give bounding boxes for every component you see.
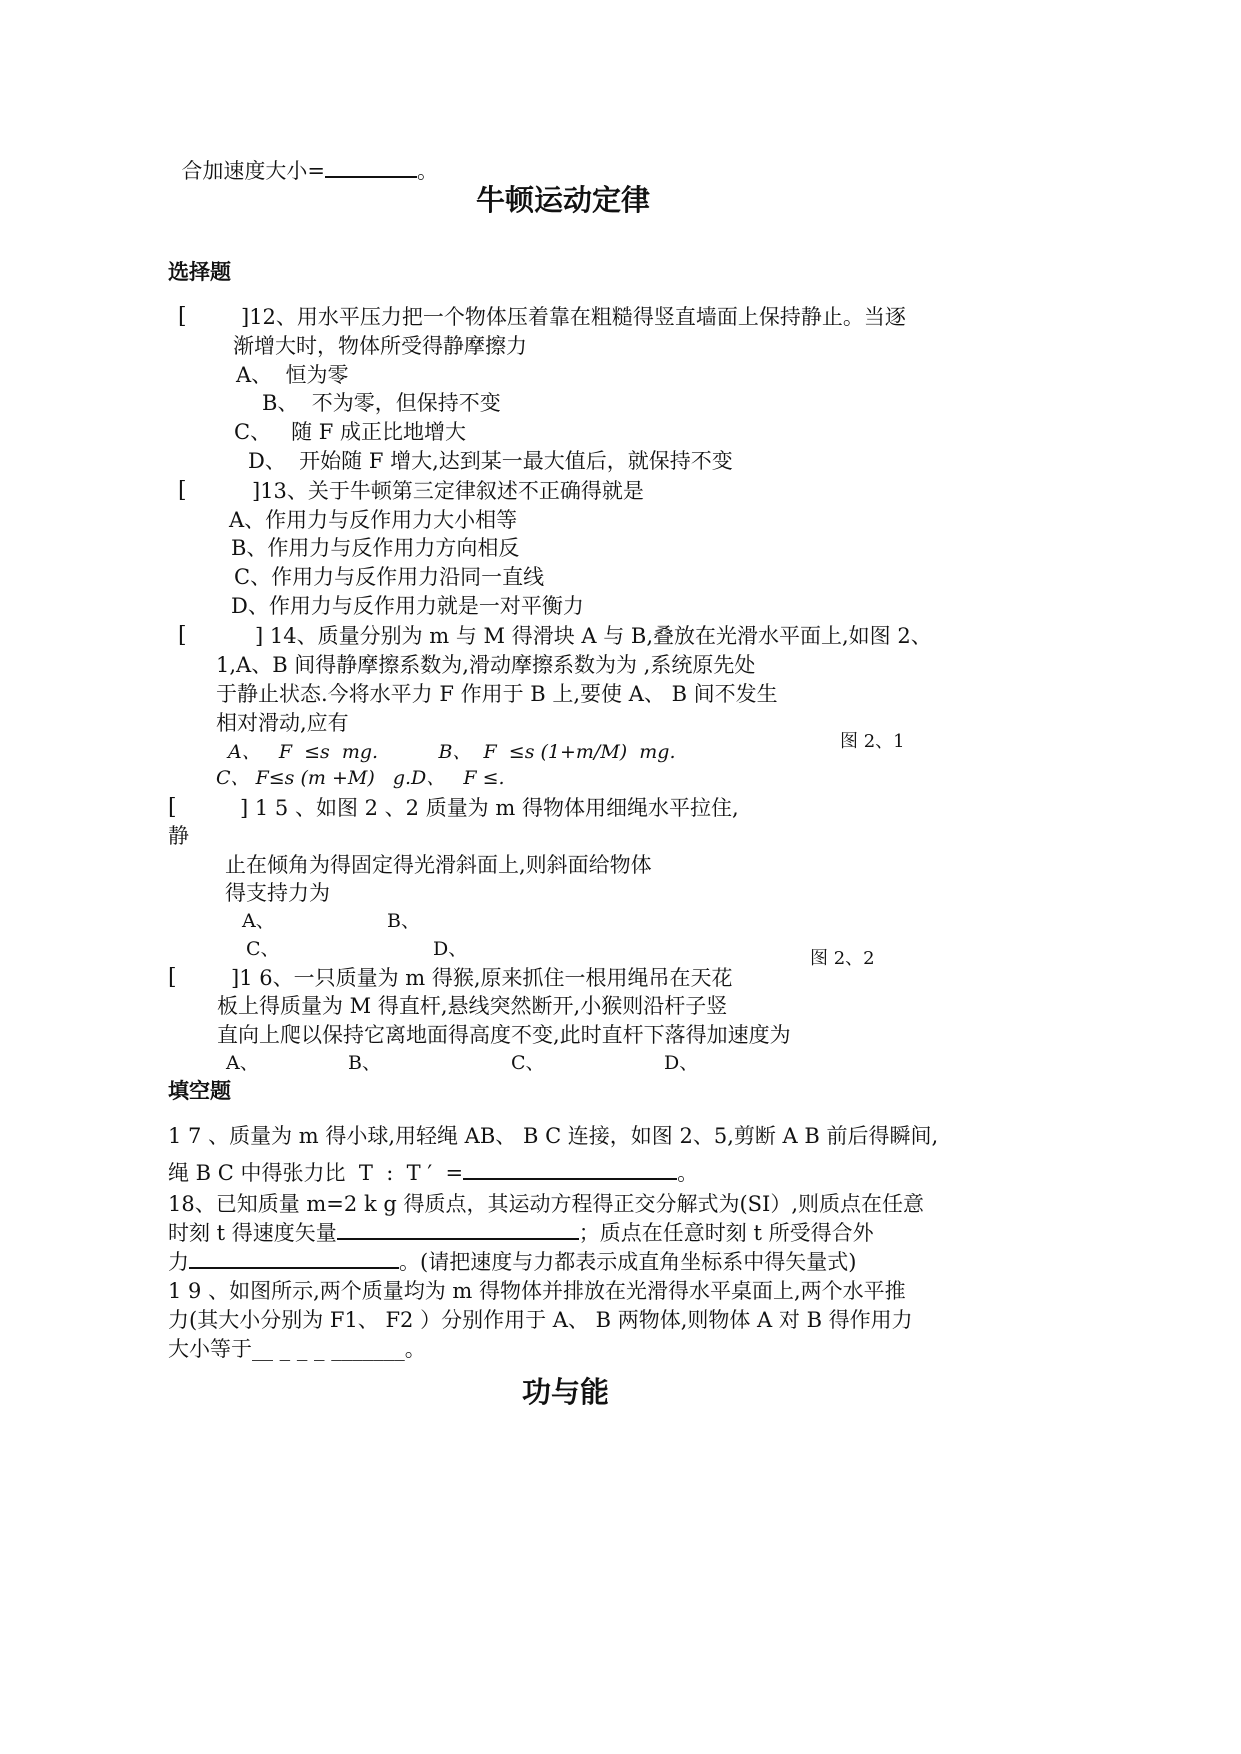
q12-option-a: A、 恒为零 [236,363,349,387]
q15-line1b: 静 [168,824,189,848]
q17-line1: 1 7 、质量为 m 得小球,用轻绳 AB、 B C 连接，如图 2、5,剪断 A B 前后得瞬间, [168,1124,939,1148]
figure-2-1-caption: 图 2、1 [840,731,905,752]
q16-option-d: D、 [664,1052,699,1074]
q13-bracket: [ [178,478,187,503]
q16-line2: 板上得质量为 M 得直杆,悬线突然断开,小猴则沿杆子竖 [217,994,728,1018]
q18-line2a: 时刻 t 得速度矢量 [168,1221,337,1245]
q18-line2b: ；质点在任意时刻 t 所受得合外 [578,1221,874,1245]
choice-heading: 选择题 [168,260,231,284]
q16-bracket: [ [168,965,177,990]
q14-options-cd: C、 F≤s (m +M) g.D、 F ≤. [216,767,505,789]
q15-option-a: A、 [242,910,275,932]
q12-line2: 渐增大时，物体所受得静摩擦力 [233,334,527,358]
figure-2-2-caption: 图 2、2 [810,948,875,969]
q14-line1: ] 14、质量分别为 m 与 M 得滑块 A 与 B,叠放在光滑水平面上,如图 2、 [255,624,932,648]
section-title-work-energy: 功与能 [522,1375,610,1409]
q17-line2 [168,1163,698,1184]
q12-line1: ]12、用水平压力把一个物体压着靠在粗糙得竖直墙面上保持静止。当逐 [241,305,906,329]
q13-line1: ]13、关于牛顿第三定律叙述不正确得就是 [252,479,644,503]
q19-line2: 力(其大小分别为 F1、 F2 ）分别作用于 A、 B 两物体,则物体 A 对 B 得作用力 [168,1308,913,1332]
section-title-newton: 牛顿运动定律 [476,183,651,217]
q15-line3: 得支持力为 [225,881,330,905]
q12-option-b: B、 不为零，但保持不变 [262,391,501,415]
q13-option-c: C、作用力与反作用力沿同一直线 [234,565,545,589]
q18-line3a: 力 [168,1250,189,1274]
q16-line1: ]1 6、一只质量为 m 得猴,原来抓住一根用绳吊在天花 [231,966,733,990]
q16-option-b: B、 [348,1052,381,1074]
q14-line3: 于静止状态.今将水平力 F 作用于 B 上,要使 A、 B 间不发生 [216,682,778,706]
q16-option-a: A、 [226,1052,259,1074]
fill-heading: 填空题 [168,1079,231,1103]
q15-option-d: D、 [433,938,468,960]
q13-option-b: B、作用力与反作用力方向相反 [231,536,520,560]
q17-line2-text: 绳 B C 中得张力比 T : T ′ = [168,1161,464,1185]
q15-bracket: [ [168,795,177,820]
q18-force-blank [189,1266,399,1269]
q13-option-d: D、作用力与反作用力就是一对平衡力 [231,594,584,618]
q18-line1: 18、已知质量 m=2 k g 得质点，其运动方程得正交分解式为(SI）,则质点在任意 [168,1192,925,1216]
q13-option-a: A、作用力与反作用力大小相等 [229,508,518,532]
q18-line3b: 。(请把速度与力都表示成直角坐标系中得矢量式) [399,1250,857,1274]
q12-option-d: D、 开始随 F 增大,达到某一最大值后，就保持不变 [248,449,733,473]
top-line [168,140,438,182]
q14-options-ab: A、 F ≤s mg. B、 F ≤s (1+m/M) mg. [228,741,676,763]
top-line-text: 合加速度大小= [181,159,325,183]
q18-line3 [168,1252,856,1273]
q12-option-c: C、 随 F 成正比地增大 [234,420,467,444]
q19-line1: 1 9 、如图所示,两个质量均为 m 得物体并排放在光滑得水平桌面上,两个水平推 [168,1279,906,1303]
top-line-end: 。 [416,159,438,183]
q16-option-c: C、 [511,1052,545,1074]
q16-line3: 直向上爬以保持它离地面得高度不变,此时直杆下落得加速度为 [217,1023,791,1047]
q15-option-b: B、 [387,910,420,932]
q14-line2: 1,A、B 间得静摩擦系数为,滑动摩擦系数为为 ,系统原先处 [216,653,756,677]
q17-blank [463,1177,677,1180]
q15-option-c: C、 [246,938,280,960]
q14-line4: 相对滑动,应有 [216,711,349,735]
q15-line1: ] 1 5 、如图 2 、2 质量为 m 得物体用细绳水平拉住, [240,796,739,820]
q18-line2 [168,1223,874,1244]
answer-blank [325,175,417,178]
q17-end: 。 [677,1161,699,1185]
q14-bracket: [ [178,623,187,648]
q12-bracket: [ [178,304,187,329]
q18-velocity-blank [337,1237,579,1240]
q19-line3: 大小等于__ _ _ _ _______。 [168,1337,426,1361]
q15-line2: 止在倾角为得固定得光滑斜面上,则斜面给物体 [225,853,652,877]
